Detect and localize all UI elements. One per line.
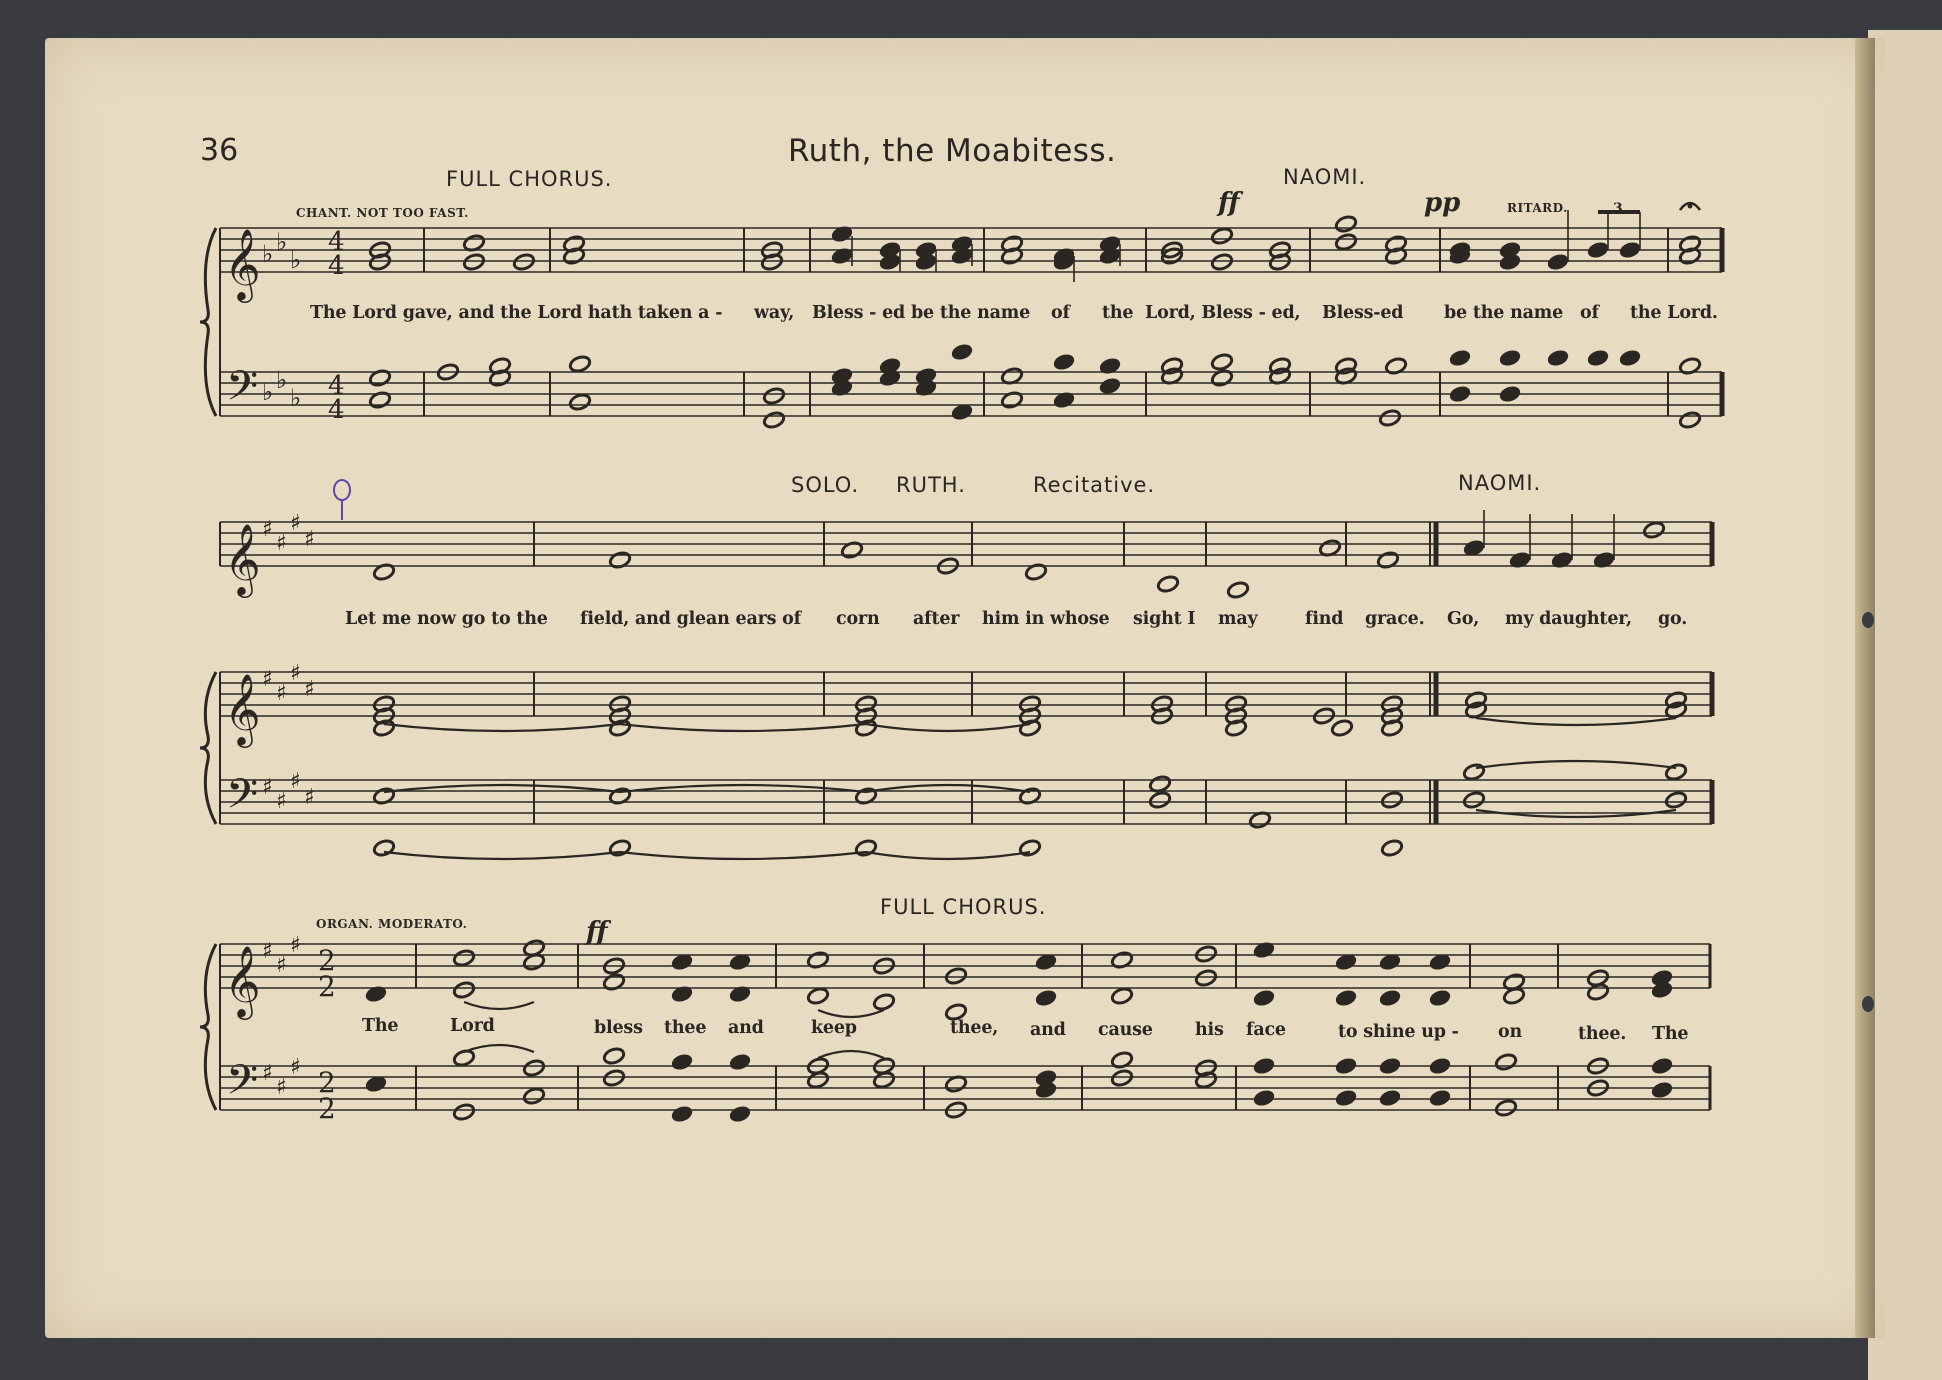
- notehead: [1378, 988, 1401, 1007]
- notehead: [854, 838, 877, 857]
- bass-clef: 𝄢: [226, 1056, 259, 1114]
- notehead: [512, 252, 535, 271]
- staff-brace: [200, 944, 216, 1110]
- staff-brace: [200, 672, 216, 824]
- lyric: find: [1305, 609, 1344, 629]
- sharp-sign: ♯: [262, 939, 273, 964]
- notehead: [1642, 520, 1665, 539]
- notehead: [872, 992, 895, 1011]
- lyric: and: [1030, 1020, 1066, 1040]
- flat-sign: ♭: [290, 246, 302, 274]
- lyric: corn: [836, 609, 880, 629]
- tie: [866, 852, 1030, 859]
- notehead: [806, 986, 829, 1005]
- notehead: [1494, 1052, 1517, 1071]
- notehead: [1650, 1056, 1673, 1075]
- notehead: [568, 392, 591, 411]
- notehead: [1334, 988, 1357, 1007]
- sharp-sign: ♯: [262, 1061, 273, 1086]
- notehead: [1650, 1080, 1673, 1099]
- sharp-sign: ♯: [262, 517, 273, 542]
- notehead: [1678, 410, 1701, 429]
- ritard-marking: RITARD.: [1507, 201, 1568, 215]
- lyric: The: [362, 1016, 399, 1036]
- notehead: [1252, 1088, 1275, 1107]
- sharp-sign: ♯: [276, 681, 287, 706]
- notehead: [522, 1058, 545, 1077]
- notehead: [602, 1046, 625, 1065]
- sharp-sign: ♯: [304, 527, 315, 552]
- sharp-sign: ♯: [276, 1075, 287, 1100]
- lyric: Lord: [450, 1016, 495, 1036]
- flat-sign: ♭: [276, 366, 288, 394]
- lyric: my daughter,: [1505, 609, 1632, 629]
- notehead: [1586, 982, 1609, 1001]
- heading-naomi-2: NAOMI.: [1458, 471, 1542, 495]
- time-signature: 2: [318, 944, 336, 977]
- heading-recitative: Recitative.: [1033, 473, 1156, 497]
- notehead: [1156, 574, 1179, 593]
- notehead: [462, 252, 485, 271]
- notehead: [1334, 1088, 1357, 1107]
- notehead: [1226, 580, 1249, 599]
- lyric: to shine up -: [1338, 1022, 1459, 1042]
- lyric: thee,: [950, 1018, 999, 1038]
- bass-clef: 𝄢: [226, 770, 259, 828]
- time-signature: 4: [328, 251, 345, 281]
- notehead: [762, 410, 785, 429]
- notehead: [1334, 232, 1357, 251]
- sharp-sign: ♯: [304, 785, 315, 810]
- lyric: after: [913, 609, 960, 629]
- sharp-sign: ♯: [290, 661, 301, 686]
- lyric: him in whose: [982, 609, 1110, 629]
- lyric: The Lord gave, and the Lord hath taken a -: [310, 303, 723, 323]
- notehead: [1498, 384, 1521, 403]
- page-number: 36: [200, 133, 239, 168]
- heading-full-chorus-3: FULL CHORUS.: [880, 895, 1047, 919]
- notehead: [1586, 348, 1609, 367]
- lyric: Bless - ed be the name: [812, 303, 1030, 323]
- notehead: [1448, 384, 1471, 403]
- notehead: [1330, 718, 1353, 737]
- notehead: [1494, 1098, 1517, 1117]
- time-signature: 4: [328, 395, 345, 425]
- lyric: Bless-ed: [1322, 303, 1404, 323]
- notehead: [1428, 988, 1451, 1007]
- time-signature: 4: [328, 227, 345, 257]
- treble-clef: 𝄞: [224, 227, 261, 300]
- notehead: [1502, 986, 1525, 1005]
- fermata-dot: [1688, 204, 1693, 209]
- tie: [464, 1002, 534, 1009]
- notehead: [670, 1104, 693, 1123]
- bass-clef: 𝄢: [226, 362, 259, 420]
- notehead: [1110, 986, 1133, 1005]
- flat-sign: ♭: [290, 384, 302, 412]
- pencil-mark: [334, 480, 350, 520]
- time-signature: 2: [318, 1092, 336, 1125]
- lyric: his: [1195, 1020, 1224, 1040]
- notehead: [1664, 790, 1687, 809]
- tie: [866, 724, 1030, 731]
- staff-brace: [200, 228, 216, 416]
- notehead: [1378, 1056, 1401, 1075]
- notehead: [602, 1068, 625, 1087]
- notehead: [1618, 348, 1641, 367]
- lyric: face: [1246, 1020, 1286, 1040]
- sharp-sign: ♯: [262, 775, 273, 800]
- notehead: [1498, 348, 1521, 367]
- notehead: [1210, 252, 1233, 271]
- lyric: sight I: [1133, 609, 1196, 629]
- notehead: [522, 1086, 545, 1105]
- tie: [620, 852, 866, 859]
- notehead: [1034, 988, 1057, 1007]
- notehead: [1664, 762, 1687, 781]
- dynamic-ff-1: ff: [1218, 188, 1240, 218]
- lyric: on: [1498, 1022, 1522, 1042]
- lyric: Lord, Bless - ed,: [1145, 303, 1301, 323]
- lyric: field, and glean ears of: [580, 609, 801, 629]
- lyric: be the name: [1444, 303, 1564, 323]
- lyric: the Lord.: [1630, 303, 1718, 323]
- notehead: [1194, 944, 1217, 963]
- tie: [1476, 718, 1676, 725]
- notehead: [568, 354, 591, 373]
- notehead: [670, 1052, 693, 1071]
- notehead: [1428, 1088, 1451, 1107]
- notehead: [944, 966, 967, 985]
- notehead: [1462, 790, 1485, 809]
- flat-sign: ♭: [262, 240, 274, 268]
- lyric: thee.: [1578, 1024, 1627, 1044]
- tie: [818, 1051, 884, 1058]
- time-signature: 4: [328, 371, 345, 401]
- lyric: way,: [754, 303, 795, 323]
- lyric: and: [728, 1018, 764, 1038]
- lyric: keep: [811, 1018, 857, 1038]
- tie: [620, 724, 866, 731]
- treble-clef: 𝄞: [224, 672, 261, 745]
- tempo-marking-1: CHANT. NOT TOO FAST.: [296, 206, 469, 220]
- sharp-sign: ♯: [290, 511, 301, 536]
- notehead: [1462, 762, 1485, 781]
- notehead: [452, 948, 475, 967]
- tempo-marking-3: ORGAN. MODERATO.: [316, 917, 468, 931]
- lyric: may: [1218, 609, 1258, 629]
- notehead: [1618, 240, 1641, 259]
- dynamic-ff-3: ff: [586, 917, 608, 947]
- notehead: [728, 1052, 751, 1071]
- notehead: [806, 1070, 829, 1089]
- notehead: [1210, 226, 1233, 245]
- notehead: [1018, 838, 1041, 857]
- notehead: [452, 1102, 475, 1121]
- lyric: Let me now go to the: [345, 609, 548, 629]
- lyric: of: [1580, 303, 1599, 323]
- notehead: [1098, 376, 1121, 395]
- notehead: [872, 1070, 895, 1089]
- heading-ruth: RUTH.: [896, 473, 966, 497]
- lyric: thee: [664, 1018, 707, 1038]
- lyric: Go,: [1447, 609, 1480, 629]
- lyric: the: [1102, 303, 1134, 323]
- notehead: [608, 838, 631, 857]
- time-signature: 2: [318, 1066, 336, 1099]
- notehead: [1052, 352, 1075, 371]
- treble-clef: 𝄞: [224, 944, 261, 1017]
- sharp-sign: ♯: [262, 667, 273, 692]
- sharp-sign: ♯: [290, 769, 301, 794]
- notehead: [1378, 1088, 1401, 1107]
- lyric: go.: [1658, 609, 1688, 629]
- notehead: [762, 386, 785, 405]
- notehead: [1546, 252, 1569, 271]
- sharp-sign: ♯: [290, 933, 301, 958]
- notehead: [950, 342, 973, 361]
- notehead: [1334, 214, 1357, 233]
- flat-sign: ♭: [262, 378, 274, 406]
- tie: [384, 852, 620, 859]
- triplet-marking: 3: [1613, 201, 1624, 217]
- lyric: of: [1051, 303, 1070, 323]
- notehead: [1194, 968, 1217, 987]
- sharp-sign: ♯: [304, 677, 315, 702]
- lyric: cause: [1098, 1020, 1153, 1040]
- sharp-sign: ♯: [276, 789, 287, 814]
- notehead: [1252, 988, 1275, 1007]
- notehead: [1546, 348, 1569, 367]
- notehead: [1378, 408, 1401, 427]
- notehead: [1428, 1056, 1451, 1075]
- sharp-sign: ♯: [290, 1055, 301, 1080]
- notehead: [1586, 240, 1609, 259]
- sharp-sign: ♯: [276, 531, 287, 556]
- page-title: Ruth, the Moabitess.: [788, 133, 1117, 169]
- lyric: The: [1652, 1024, 1689, 1044]
- notehead: [1110, 1068, 1133, 1087]
- notehead: [1148, 790, 1171, 809]
- notehead: [1252, 1056, 1275, 1075]
- sharp-sign: ♯: [276, 953, 287, 978]
- tie: [1476, 761, 1676, 768]
- notehead: [1380, 790, 1403, 809]
- notehead: [1448, 348, 1471, 367]
- tie: [464, 1045, 534, 1052]
- heading-full-chorus-1: FULL CHORUS.: [446, 167, 613, 191]
- dynamic-pp: pp: [1424, 188, 1461, 218]
- lyric: bless: [594, 1018, 643, 1038]
- lyric: grace.: [1365, 609, 1425, 629]
- tie: [384, 724, 620, 731]
- notehead: [728, 1104, 751, 1123]
- notehead: [1210, 352, 1233, 371]
- notehead: [372, 838, 395, 857]
- notehead: [452, 980, 475, 999]
- heading-naomi-1: NAOMI.: [1283, 165, 1367, 189]
- heading-solo: SOLO.: [791, 473, 860, 497]
- time-signature: 2: [318, 970, 336, 1003]
- tie: [818, 1010, 884, 1017]
- notehead: [1334, 1056, 1357, 1075]
- notehead: [1380, 838, 1403, 857]
- flat-sign: ♭: [276, 228, 288, 256]
- treble-clef: 𝄞: [224, 522, 261, 595]
